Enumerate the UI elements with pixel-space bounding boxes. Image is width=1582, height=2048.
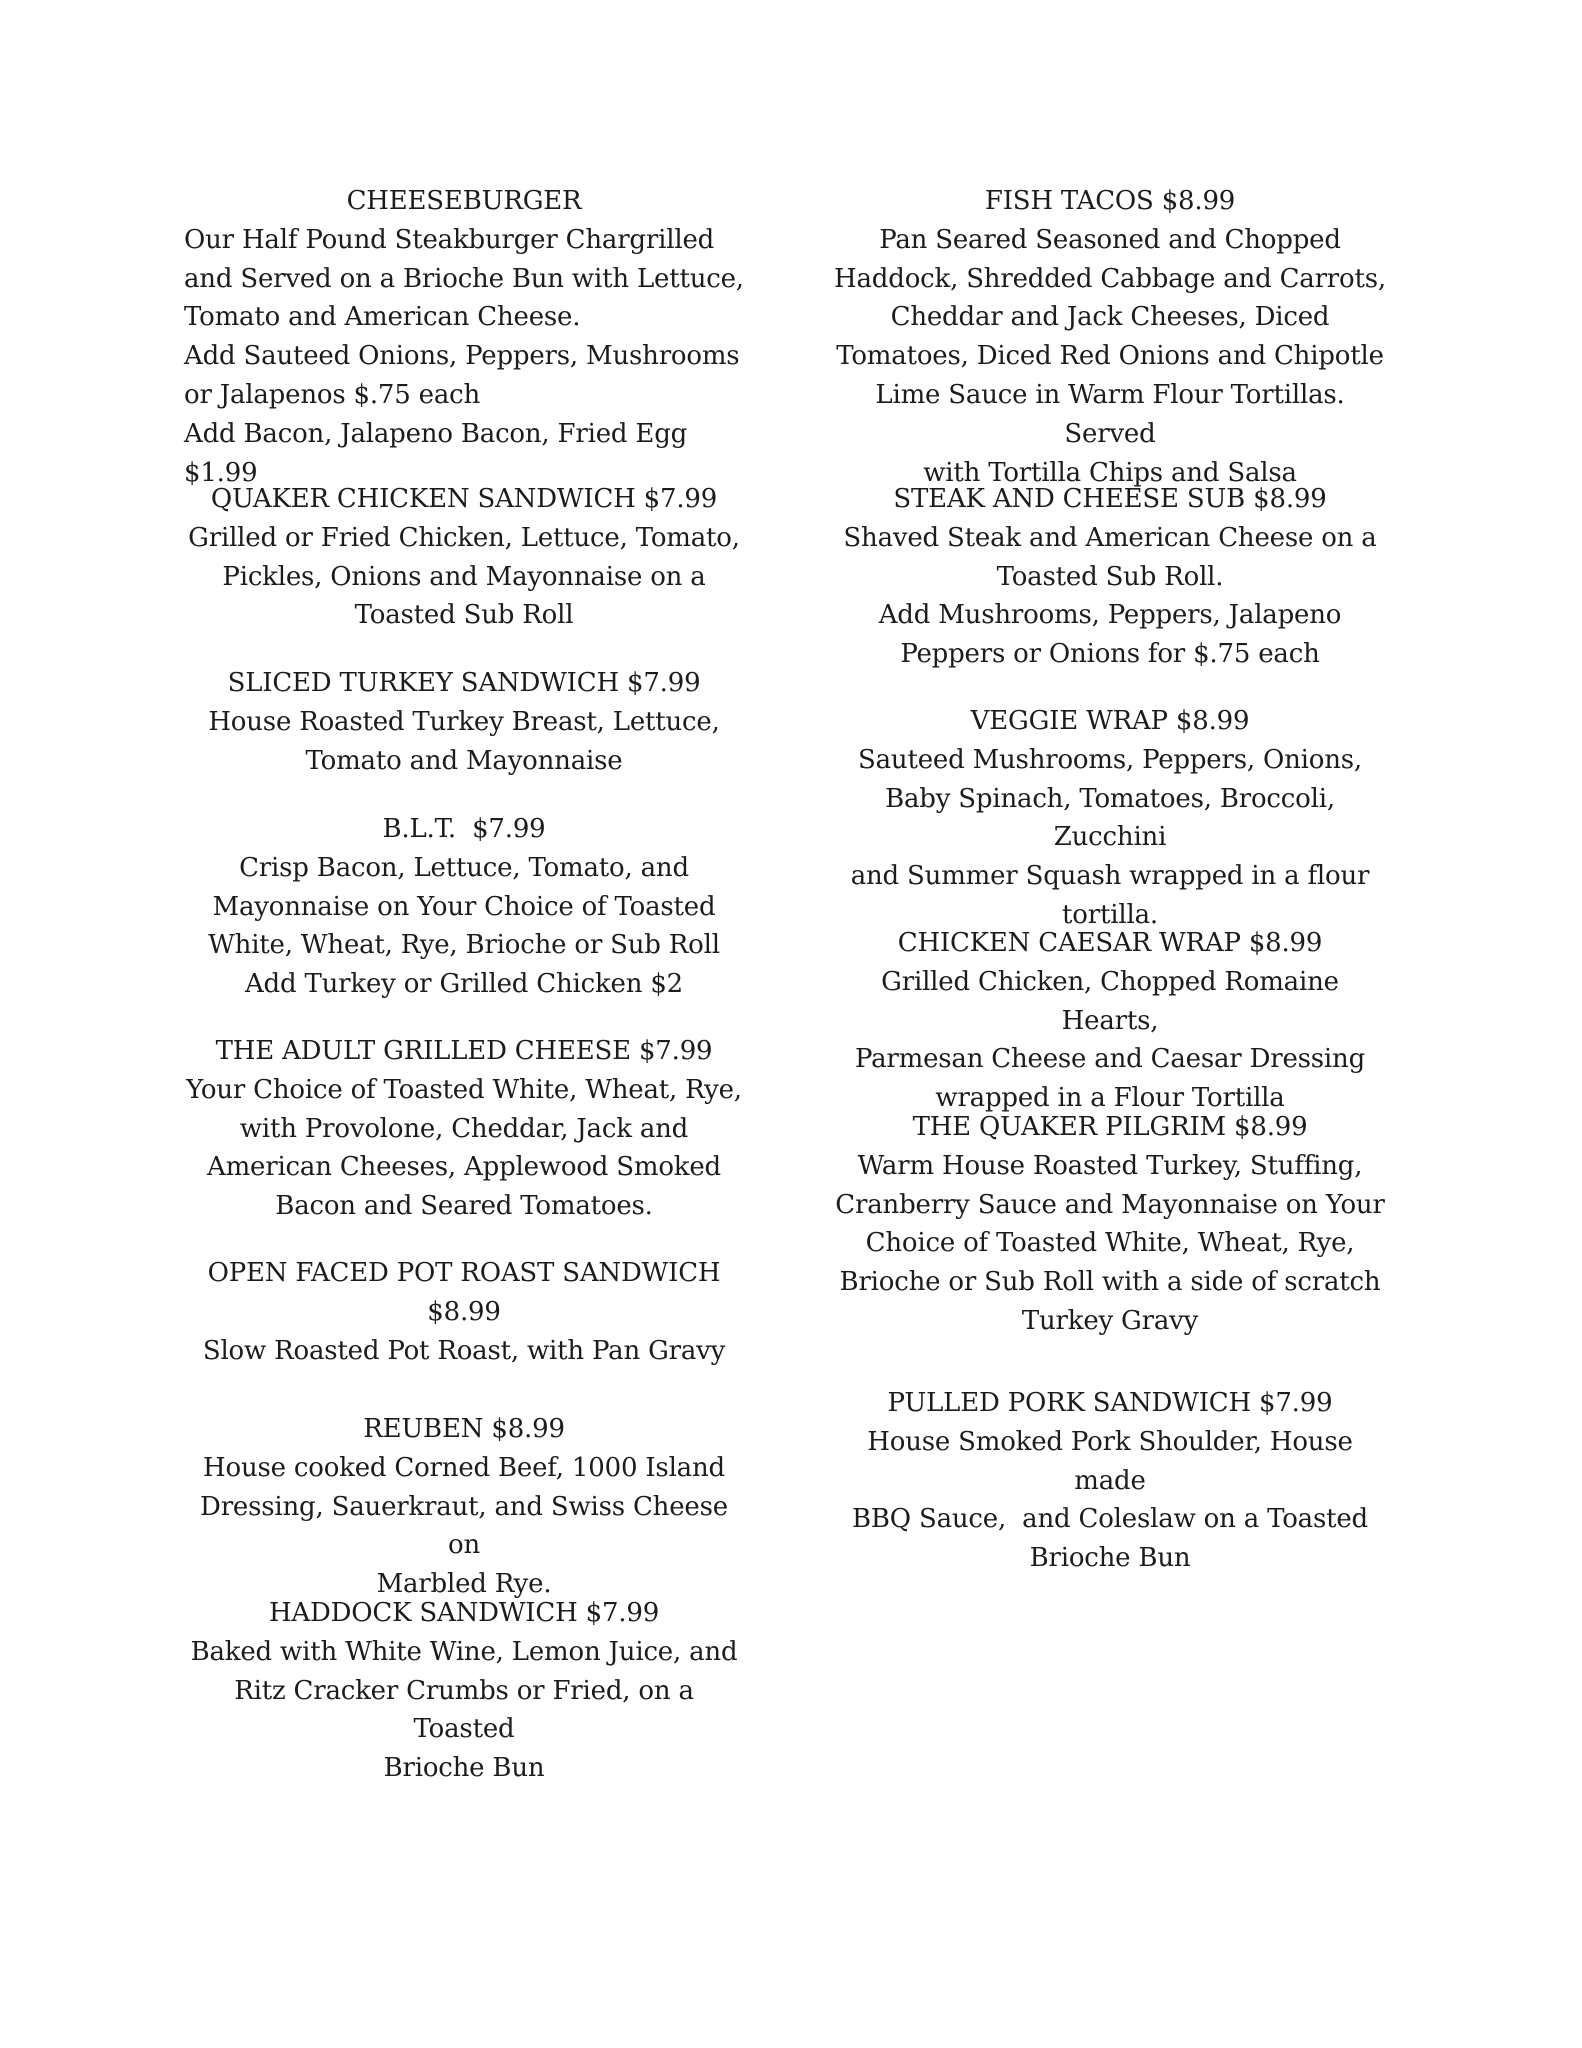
menu-item-desc: Baby Spinach, Tomatoes, Broccoli, Zucchini: [885, 783, 1335, 853]
menu-item-haddock-sandwich: [184, 1594, 744, 1788]
menu-item-desc: Tomato and American Cheese.: [184, 302, 581, 333]
menu-item-adult-grilled-cheese: [184, 1032, 744, 1226]
menu-item-title: PULLED PORK SANDWICH $7.99: [887, 1388, 1333, 1418]
menu-item-desc: Crisp Bacon, Lettuce, Tomato, and: [239, 852, 689, 883]
menu-item-desc: Brioche Bun: [1029, 1543, 1191, 1574]
menu-item-quaker-pilgrim: [830, 1108, 1390, 1341]
menu-item-desc: Baked with White Wine, Lemon Juice, and: [190, 1636, 738, 1667]
menu-item-desc: and Served on a Brioche Bun with Lettuce,: [184, 263, 744, 294]
menu-item-cheeseburger: [184, 182, 744, 492]
menu-item-desc: Haddock, Shredded Cabbage and Carrots,: [834, 263, 1386, 294]
menu-item-desc: Pan Seared Seasoned and Chopped: [879, 224, 1341, 255]
menu-item-desc: with Provolone, Cheddar, Jack and: [239, 1113, 689, 1144]
menu-item-desc: Grilled Chicken, Chopped Romaine Hearts,: [881, 966, 1339, 1036]
menu-item-title: CHEESEBURGER: [346, 186, 582, 216]
menu-item-desc: Turkey Gravy: [1021, 1305, 1199, 1336]
menu-item-desc: Shaved Steak and American Cheese on a: [843, 522, 1377, 553]
menu-item-desc: Marbled Rye.: [376, 1569, 552, 1600]
menu-item-desc: Cheddar and Jack Cheeses, Diced: [890, 302, 1330, 333]
menu-item-title: FISH TACOS $8.99: [984, 186, 1236, 216]
menu-item-desc: Pickles, Onions and Mayonnaise on a: [222, 561, 706, 592]
menu-item-price: $8.99: [427, 1296, 501, 1327]
menu-item-pulled-pork-sandwich: [830, 1384, 1390, 1578]
menu-item-desc: Grilled or Fried Chicken, Lettuce, Tomato,: [188, 522, 740, 553]
menu-item-steak-and-cheese-sub: [830, 480, 1390, 674]
menu-item-title: OPEN FACED POT ROAST SANDWICH: [207, 1258, 721, 1288]
menu-item-desc: with Tortilla Chips and Salsa: [923, 457, 1297, 488]
menu-item-title: HADDOCK SANDWICH $7.99: [268, 1598, 660, 1628]
menu-item-fish-tacos: [830, 182, 1390, 492]
menu-item-title: SLICED TURKEY SANDWICH $7.99: [227, 668, 701, 698]
menu-item-desc: Tomatoes, Diced Red Onions and Chipotle: [836, 341, 1384, 372]
menu-item-title: CHICKEN CAESAR WRAP $8.99: [897, 928, 1323, 958]
menu-item-desc: Parmesan Cheese and Caesar Dressing: [854, 1044, 1366, 1075]
menu-item-title: THE ADULT GRILLED CHEESE $7.99: [215, 1036, 713, 1066]
menu-item-desc: Ritz Cracker Crumbs or Fried, on a Toasted: [234, 1675, 694, 1745]
menu-item-desc: Brioche or Sub Roll with a side of scratch: [839, 1267, 1381, 1298]
menu-item-desc: Sauteed Mushrooms, Peppers, Onions,: [858, 744, 1362, 775]
menu-item-title: REUBEN $8.99: [363, 1414, 565, 1444]
menu-item-desc: wrapped in a Flour Tortilla: [935, 1083, 1285, 1114]
menu-item-title: THE QUAKER PILGRIM $8.99: [912, 1112, 1308, 1142]
menu-item-title: VEGGIE WRAP $8.99: [970, 706, 1250, 736]
menu-item-sliced-turkey-sandwich: [184, 664, 744, 780]
menu-item-desc: Add Turkey or Grilled Chicken $2: [244, 969, 684, 1000]
menu-item-desc: Slow Roasted Pot Roast, with Pan Gravy: [202, 1335, 726, 1366]
menu-item-desc: House cooked Corned Beef, 1000 Island: [203, 1452, 725, 1483]
menu-item-desc: Peppers or Onions for $.75 each: [900, 639, 1320, 670]
menu-item-title: STEAK AND CHEESE SUB $8.99: [893, 484, 1327, 514]
menu-item-veggie-wrap: [830, 702, 1390, 935]
menu-item-desc: Cranberry Sauce and Mayonnaise on Your: [835, 1189, 1385, 1220]
menu-item-desc: Our Half Pound Steakburger Chargrilled: [184, 224, 715, 255]
menu-item-desc: House Roasted Turkey Breast, Lettuce,: [208, 706, 720, 737]
menu-item-desc: Your Choice of Toasted White, Wheat, Rye,: [186, 1074, 742, 1105]
menu-item-desc: Toasted Sub Roll.: [996, 561, 1224, 592]
menu-item-desc: Brioche Bun: [383, 1753, 545, 1784]
menu-item-quaker-chicken-sandwich: [184, 480, 744, 635]
menu-item-desc: Toasted Sub Roll: [354, 600, 574, 631]
menu-item-title: B.L.T. $7.99: [382, 814, 546, 844]
menu-item-desc: Warm House Roasted Turkey, Stuffing,: [857, 1150, 1363, 1181]
menu-item-chicken-caesar-wrap: [830, 924, 1390, 1118]
menu-item-desc: American Cheeses, Applewood Smoked: [207, 1152, 721, 1183]
menu-item-desc: Mayonnaise on Your Choice of Toasted: [212, 891, 716, 922]
menu-item-desc: Choice of Toasted White, Wheat, Rye,: [865, 1228, 1355, 1259]
menu-item-desc: White, Wheat, Rye, Brioche or Sub Roll: [208, 930, 720, 961]
menu-item-title: QUAKER CHICKEN SANDWICH $7.99: [210, 484, 718, 514]
menu-item-desc: BBQ Sauce, and Coleslaw on a Toasted: [851, 1504, 1368, 1535]
menu-item-open-faced-pot-roast: [184, 1254, 744, 1370]
menu-item-desc: Add Sauteed Onions, Peppers, Mushrooms: [184, 341, 740, 372]
menu-item-desc: tortilla.: [1062, 899, 1158, 930]
menu-item-desc: or Jalapenos $.75 each: [184, 379, 481, 410]
menu-item-blt: [184, 810, 744, 1004]
menu-item-desc: and Summer Squash wrapped in a flour: [850, 861, 1370, 892]
menu-item-desc: Add Mushrooms, Peppers, Jalapeno: [878, 600, 1342, 631]
menu-item-desc: Bacon and Seared Tomatoes.: [275, 1191, 653, 1222]
menu-item-desc: Dressing, Sauerkraut, and Swiss Cheese on: [200, 1491, 728, 1561]
menu-item-desc: Lime Sauce in Warm Flour Tortillas. Served: [875, 379, 1345, 449]
menu-item-desc: Add Bacon, Jalapeno Bacon, Fried Egg $1.99: [184, 418, 688, 488]
menu-item-desc: House Smoked Pork Shoulder, House made: [867, 1426, 1353, 1496]
menu-item-reuben: [184, 1410, 744, 1604]
menu-item-desc: Tomato and Mayonnaise: [305, 745, 623, 776]
